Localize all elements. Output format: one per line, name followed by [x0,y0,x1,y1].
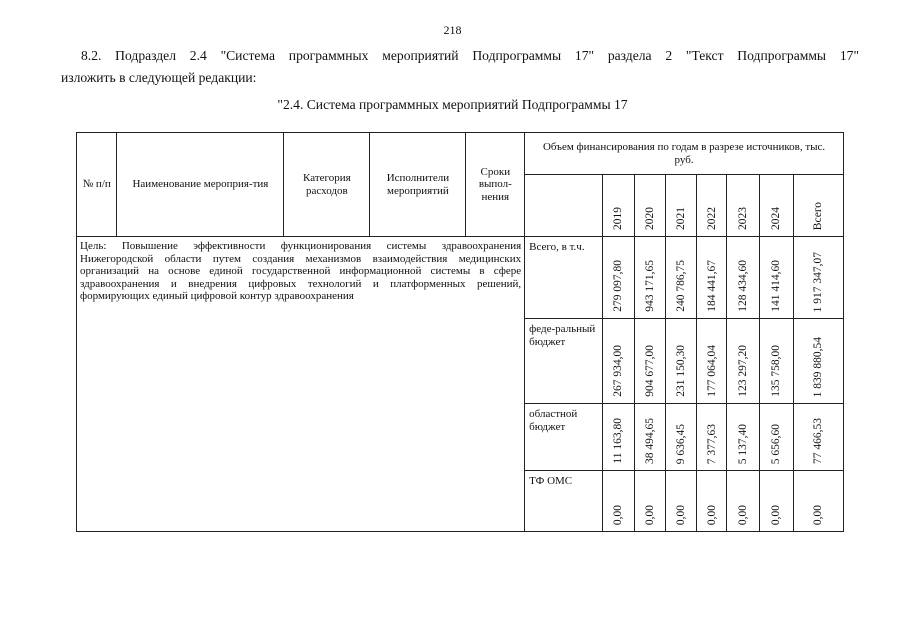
value-cell [635,237,665,319]
amendment-paragraph [61,45,859,89]
value-text: 128 434,60 [736,260,749,312]
value-text: 0,00 [736,504,749,525]
value-cell [794,404,844,471]
value-text: 0,00 [770,504,783,525]
page-number: 218 [443,23,462,37]
year-label: 2021 [674,207,687,230]
year-label: 2023 [736,207,749,230]
amendment-line-2: изложить в следующей редакции: [61,70,257,85]
value-cell [635,319,665,404]
value-text: 11 163,80 [612,418,625,464]
value-text: 135 758,00 [770,345,783,397]
year-label: Всего [812,201,825,230]
value-text: 7 377,63 [705,423,718,464]
value-text: 141 414,60 [770,260,783,312]
value-cell [727,237,759,319]
value-cell [759,471,793,532]
value-text: 9 636,45 [674,423,687,464]
value-cell [759,237,793,319]
value-text: 123 297,20 [736,345,749,397]
value-text: 943 171,65 [643,260,656,312]
value-text: 0,00 [643,504,656,525]
header-funding: Объем финансирования по годам в разрезе источников, тыс. руб. [525,133,844,175]
goal-text: Цель: Повышение эффективности функционирования системы здравоохранения Нижегородской области путем создания механизмов взаимодействия медицинских организаций на основе единой государственной информационной системы в сфере здравоохранения и внедрения цифровых технологий и платформенных решений, формирующих единый цифровой контур здравоохранения [77,237,525,532]
year-label: 2019 [612,207,625,230]
header-total [794,175,844,237]
value-cell [794,319,844,404]
header-num: № п/п [77,133,117,237]
value-text: 184 441,67 [705,260,718,312]
value-cell [794,237,844,319]
header-source-blank [525,175,603,237]
value-cell [697,237,727,319]
value-cell [665,471,696,532]
header-year-2019 [603,175,635,237]
value-cell [665,319,696,404]
value-text: 77 466,53 [812,418,825,464]
header-year-2022 [697,175,727,237]
header-terms: Сроки выпол-нения [466,133,525,237]
value-cell [697,471,727,532]
value-text: 0,00 [812,504,825,525]
header-executors: Исполнители мероприятий [370,133,466,237]
section-heading: "2.4. Система программных мероприятий Подпрограммы 17 [277,97,628,112]
source-label: Всего, в т.ч. [525,237,603,319]
value-text: 5 137,40 [736,423,749,464]
header-category: Категория расходов [284,133,370,237]
value-cell [697,404,727,471]
value-text: 240 786,75 [674,260,687,312]
value-text: 267 934,00 [612,345,625,397]
program-measures-table [76,132,844,532]
header-year-2021 [665,175,696,237]
value-cell [603,404,635,471]
table-row [77,237,844,319]
value-text: 904 677,00 [643,345,656,397]
value-text: 38 494,65 [643,418,656,464]
value-text: 1 839 880,54 [812,336,825,397]
source-label: ТФ ОМС [525,471,603,532]
header-year-2023 [727,175,759,237]
header-year-2024 [759,175,793,237]
header-year-2020 [635,175,665,237]
value-text: 1 917 347,07 [812,251,825,312]
value-cell [727,319,759,404]
value-cell [603,471,635,532]
year-label: 2024 [770,207,783,230]
value-text: 0,00 [705,504,718,525]
value-cell [665,404,696,471]
value-cell [794,471,844,532]
value-text: 0,00 [612,504,625,525]
value-text: 279 097,80 [612,260,625,312]
value-cell [603,319,635,404]
value-cell [759,404,793,471]
source-label: феде-ральный бюджет [525,319,603,404]
value-text: 5 656,60 [770,423,783,464]
value-cell [603,237,635,319]
value-cell [665,237,696,319]
year-label: 2020 [643,207,656,230]
value-cell [635,471,665,532]
value-cell [727,471,759,532]
value-cell [727,404,759,471]
value-text: 231 150,30 [674,345,687,397]
value-cell [759,319,793,404]
header-name: Наименование мероприя-тия [117,133,284,237]
source-label: областной бюджет [525,404,603,471]
amendment-line-1: 8.2. Подраздел 2.4 "Система программных мероприятий Подпрограммы 17" раздела 2 "Текст Подпрограммы 17" [81,48,859,63]
value-cell [635,404,665,471]
value-text: 0,00 [674,504,687,525]
value-text: 177 064,04 [705,345,718,397]
value-cell [697,319,727,404]
year-label: 2022 [705,207,718,230]
